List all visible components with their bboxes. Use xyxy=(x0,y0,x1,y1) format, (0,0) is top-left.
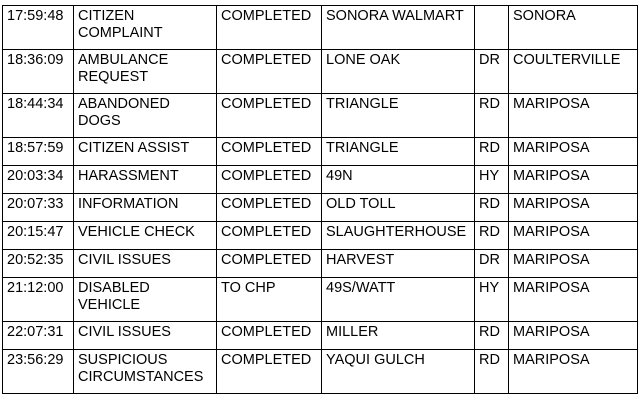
location-cell: TRIANGLE xyxy=(322,94,475,138)
city-cell: MARIPOSA xyxy=(509,94,638,138)
city-cell: MARIPOSA xyxy=(509,222,638,250)
status-cell: COMPLETED xyxy=(217,250,322,278)
table-row xyxy=(3,50,638,94)
city-cell: MARIPOSA xyxy=(509,138,638,166)
call-type-cell: ABANDONED DOGS xyxy=(74,94,217,138)
location-cell: OLD TOLL xyxy=(322,194,475,222)
location-cell: HARVEST xyxy=(322,250,475,278)
call-type-cell: CITIZEN ASSIST xyxy=(74,138,217,166)
status-cell: COMPLETED xyxy=(217,94,322,138)
time-cell: 23:56:29 xyxy=(3,350,74,394)
time-cell: 21:12:00 xyxy=(3,278,74,322)
street-suffix-cell: RD xyxy=(475,138,509,166)
call-type-cell: VEHICLE CHECK xyxy=(74,222,217,250)
status-cell: COMPLETED xyxy=(217,222,322,250)
table-row xyxy=(3,278,638,322)
time-cell: 17:59:48 xyxy=(3,6,74,50)
city-cell: MARIPOSA xyxy=(509,350,638,394)
status-cell: COMPLETED xyxy=(217,166,322,194)
status-cell: COMPLETED xyxy=(217,350,322,394)
street-suffix-cell: DR xyxy=(475,250,509,278)
time-cell: 18:36:09 xyxy=(3,50,74,94)
table-row xyxy=(3,94,638,138)
status-cell: COMPLETED xyxy=(217,138,322,166)
table-row xyxy=(3,250,638,278)
status-cell: COMPLETED xyxy=(217,194,322,222)
city-cell: MARIPOSA xyxy=(509,250,638,278)
location-cell: 49N xyxy=(322,166,475,194)
street-suffix-cell: RD xyxy=(475,94,509,138)
time-cell: 22:07:31 xyxy=(3,322,74,350)
city-cell: SONORA xyxy=(509,6,638,50)
time-cell: 18:44:34 xyxy=(3,94,74,138)
location-cell: MILLER xyxy=(322,322,475,350)
call-type-cell: CITIZEN COMPLAINT xyxy=(74,6,217,50)
location-cell: 49S/WATT xyxy=(322,278,475,322)
time-cell: 20:15:47 xyxy=(3,222,74,250)
call-type-cell: INFORMATION xyxy=(74,194,217,222)
street-suffix-cell: RD xyxy=(475,350,509,394)
table-row xyxy=(3,138,638,166)
time-cell: 20:07:33 xyxy=(3,194,74,222)
call-type-cell: SUSPICIOUS CIRCUMSTANCES xyxy=(74,350,217,394)
city-cell: MARIPOSA xyxy=(509,194,638,222)
street-suffix-cell: HY xyxy=(475,278,509,322)
city-cell: MARIPOSA xyxy=(509,166,638,194)
status-cell: COMPLETED xyxy=(217,50,322,94)
table-row xyxy=(3,6,638,50)
time-cell: 18:57:59 xyxy=(3,138,74,166)
call-type-cell: CIVIL ISSUES xyxy=(74,250,217,278)
location-cell: SLAUGHTERHOUSE xyxy=(322,222,475,250)
street-suffix-cell: RD xyxy=(475,322,509,350)
location-cell: TRIANGLE xyxy=(322,138,475,166)
table-row xyxy=(3,166,638,194)
street-suffix-cell: HY xyxy=(475,166,509,194)
status-cell: COMPLETED xyxy=(217,322,322,350)
street-suffix-cell: DR xyxy=(475,50,509,94)
location-cell: SONORA WALMART xyxy=(322,6,475,50)
call-type-cell: HARASSMENT xyxy=(74,166,217,194)
city-cell: COULTERVILLE xyxy=(509,50,638,94)
city-cell: MARIPOSA xyxy=(509,322,638,350)
call-type-cell: CIVIL ISSUES xyxy=(74,322,217,350)
city-cell: MARIPOSA xyxy=(509,278,638,322)
street-suffix-cell: RD xyxy=(475,222,509,250)
street-suffix-cell xyxy=(475,6,509,50)
location-cell: LONE OAK xyxy=(322,50,475,94)
street-suffix-cell: RD xyxy=(475,194,509,222)
time-cell: 20:52:35 xyxy=(3,250,74,278)
status-cell: TO CHP xyxy=(217,278,322,322)
status-cell: COMPLETED xyxy=(217,6,322,50)
call-type-cell: AMBULANCE REQUEST xyxy=(74,50,217,94)
table-row xyxy=(3,350,638,394)
table-row xyxy=(3,222,638,250)
table-row xyxy=(3,194,638,222)
call-type-cell: DISABLED VEHICLE xyxy=(74,278,217,322)
location-cell: YAQUI GULCH xyxy=(322,350,475,394)
time-cell: 20:03:34 xyxy=(3,166,74,194)
table-row xyxy=(3,322,638,350)
call-log-table xyxy=(2,5,638,394)
